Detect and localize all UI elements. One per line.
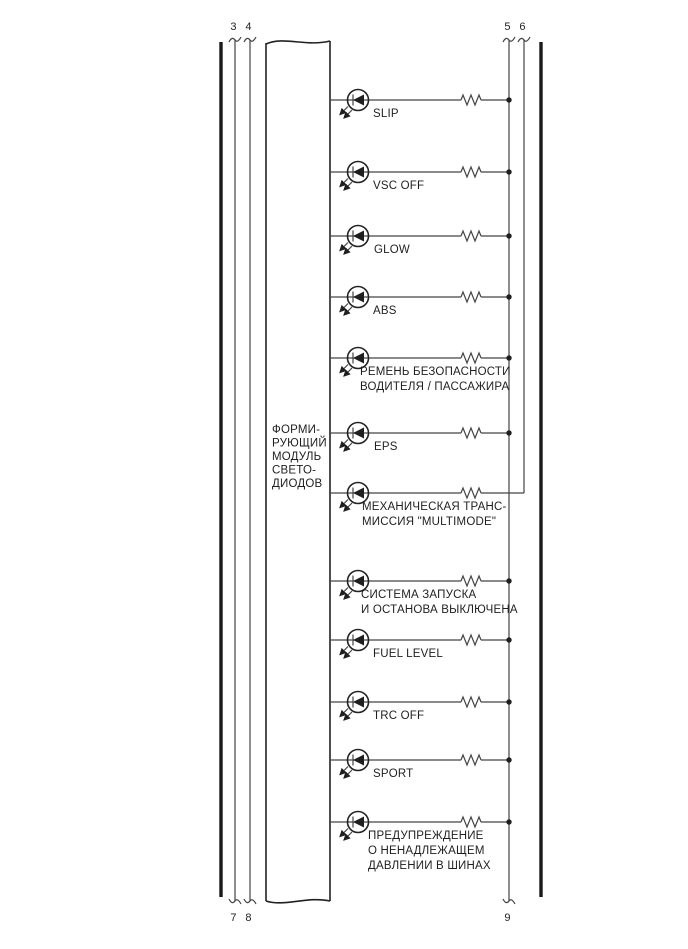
- indicator-row-abs: [330, 287, 512, 318]
- indicator-row-tire-pressure-warning: [330, 812, 512, 873]
- junction-dot: [506, 757, 511, 762]
- pin-number-4: 4: [245, 21, 252, 33]
- row-label: ABS: [373, 305, 397, 317]
- led-module-label-line: СВЕТО-: [272, 464, 317, 477]
- indicator-row-manual-transmission-multimode: [330, 483, 524, 529]
- junction-dot: [506, 97, 511, 102]
- junction-dot: [506, 169, 511, 174]
- resistor-icon: [461, 576, 481, 586]
- led-icon: [340, 423, 369, 452]
- led-icon: [340, 90, 369, 119]
- led-icon: [340, 630, 369, 659]
- led-icon: [340, 287, 369, 316]
- indicator-row-seat-belt-driver-passenger: [330, 348, 512, 394]
- row-label: ВОДИТЕЛЯ / ПАССАЖИРА: [360, 381, 510, 393]
- led-module-label-line: ФОРМИ-: [272, 424, 321, 436]
- row-label: ДАВЛЕНИИ В ШИНАХ: [368, 860, 491, 872]
- led-module-label-line: РУЮЩИЙ: [272, 437, 327, 450]
- indicator-row-vsc-off: [330, 162, 512, 193]
- led-module-box: [266, 41, 330, 903]
- junction-dot: [506, 294, 511, 299]
- led-icon: [340, 226, 369, 255]
- indicator-row-slip: [330, 90, 512, 121]
- row-label: РЕМЕНЬ БЕЗОПАСНОСТИ: [360, 366, 511, 378]
- junction-dot: [506, 819, 511, 824]
- resistor-icon: [461, 635, 481, 645]
- resistor-icon: [461, 428, 481, 438]
- led-icon: [340, 812, 369, 841]
- junction-dot: [506, 637, 511, 642]
- pin-number-8: 8: [245, 912, 252, 924]
- row-label: ПРЕДУПРЕЖДЕНИЕ: [368, 830, 484, 842]
- bus-line-3: [229, 21, 241, 924]
- indicator-row-start-stop-system-off: [330, 571, 518, 617]
- led-module-label-line: МОДУЛЬ: [272, 451, 322, 463]
- pin-number-7: 7: [230, 912, 237, 924]
- resistor-icon: [461, 95, 481, 105]
- resistor-icon: [461, 353, 481, 363]
- row-label: И ОСТАНОВА ВЫКЛЮЧЕНА: [361, 604, 518, 616]
- row-label: GLOW: [374, 244, 410, 256]
- bus-line-6: [518, 21, 530, 493]
- row-label: EPS: [374, 441, 398, 453]
- bus-line-5: [503, 21, 515, 924]
- row-label: МИССИЯ "MULTIMODE": [362, 516, 497, 528]
- resistor-icon: [461, 167, 481, 177]
- junction-dot: [506, 233, 511, 238]
- indicator-row-glow: [330, 226, 512, 257]
- row-label: FUEL LEVEL: [373, 648, 443, 660]
- led-icon: [340, 750, 369, 779]
- resistor-icon: [461, 231, 481, 241]
- row-label: SPORT: [373, 768, 414, 780]
- pin-number-5: 5: [504, 21, 511, 33]
- resistor-icon: [461, 488, 481, 498]
- resistor-icon: [461, 755, 481, 765]
- led-icon: [340, 692, 369, 721]
- led-module-label-line: ДИОДОВ: [272, 478, 323, 490]
- row-label: VSC OFF: [373, 180, 425, 192]
- junction-dot: [506, 355, 511, 360]
- led-icon: [340, 162, 369, 191]
- pin-number-6: 6: [519, 21, 526, 33]
- junction-dot: [506, 578, 511, 583]
- indicator-row-trc-off: [330, 692, 512, 723]
- indicator-row-eps: [330, 423, 512, 454]
- row-label: О НЕНАДЛЕЖАЩЕМ: [368, 845, 485, 857]
- row-label: МЕХАНИЧЕСКАЯ ТРАНС-: [362, 501, 507, 513]
- row-label: СИСТЕМА ЗАПУСКА: [361, 589, 477, 601]
- indicator-row-sport: [330, 750, 512, 781]
- row-label: TRC OFF: [373, 710, 425, 722]
- junction-dot: [506, 699, 511, 704]
- indicator-row-fuel-level: [330, 630, 512, 661]
- pin-number-9: 9: [504, 912, 511, 924]
- pin-number-3: 3: [230, 21, 237, 33]
- junction-dot: [506, 430, 511, 435]
- bus-line-4: [244, 21, 256, 924]
- resistor-icon: [461, 697, 481, 707]
- resistor-icon: [461, 817, 481, 827]
- row-label: SLIP: [373, 108, 399, 120]
- resistor-icon: [461, 292, 481, 302]
